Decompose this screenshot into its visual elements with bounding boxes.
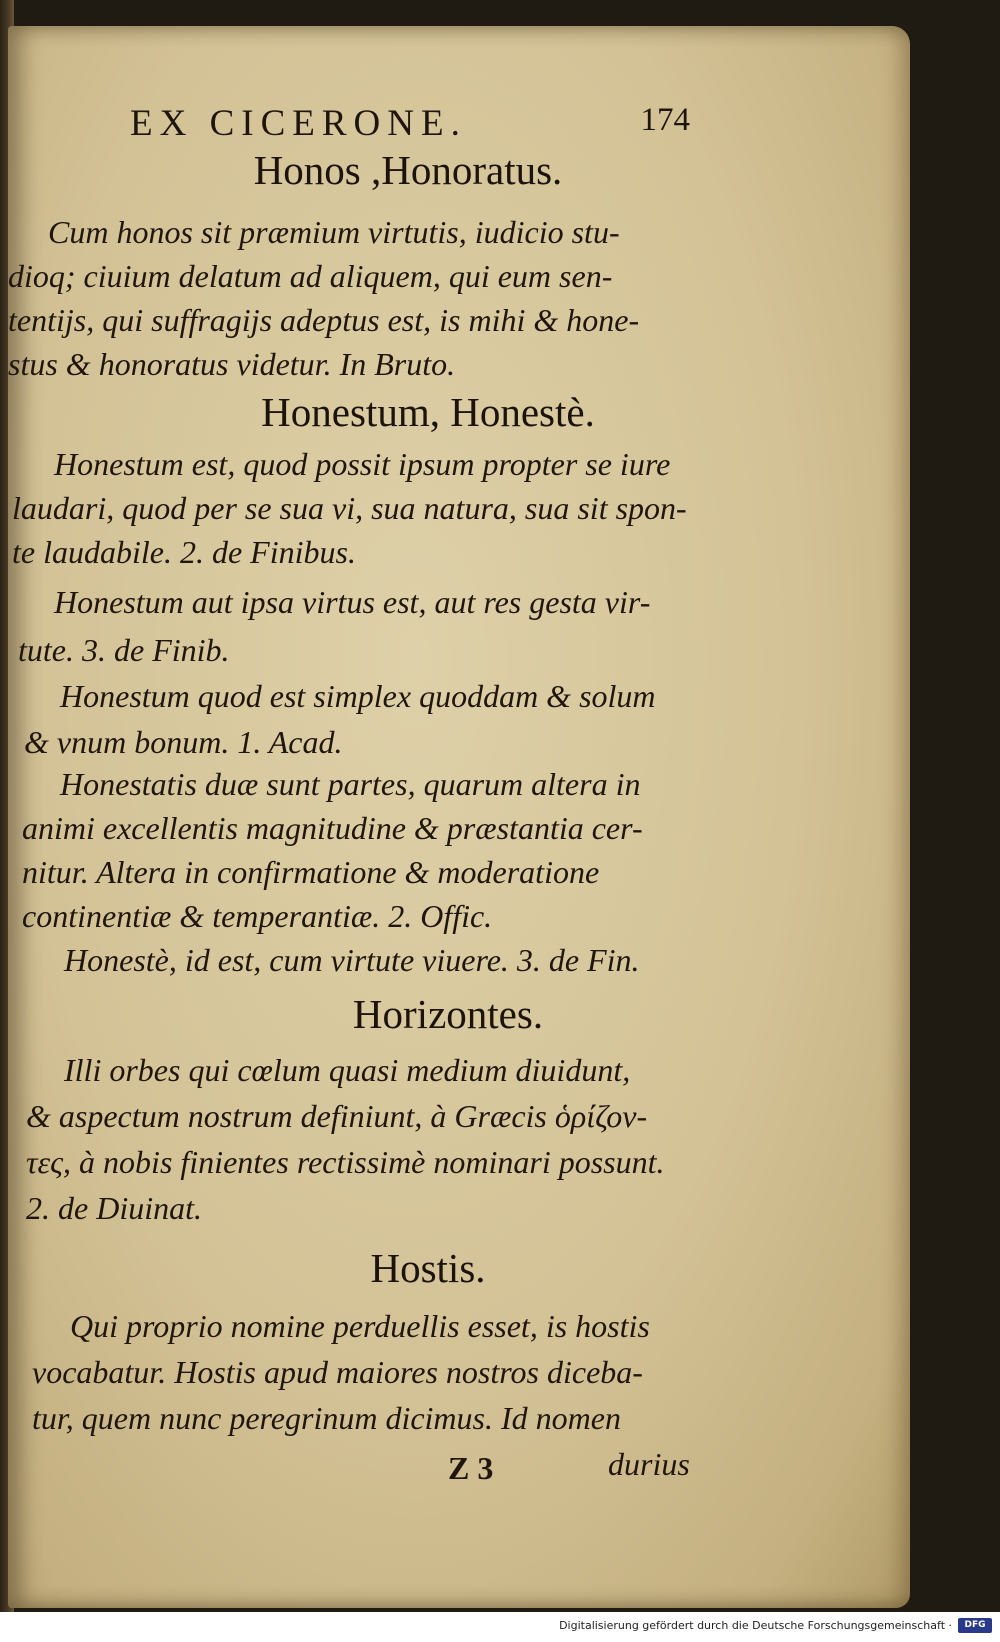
catchword: durius [608, 1446, 690, 1482]
text-line: Honestatis duæ sunt partes, quarum altera in [60, 766, 641, 802]
entry-heading-hostis: Hostis. [370, 1245, 486, 1291]
dfg-logo-icon: DFG [958, 1618, 992, 1633]
text-line: Qui proprio nomine perduellis esset, is hostis [70, 1308, 650, 1344]
signature-mark: Z 3 [448, 1450, 494, 1486]
text-line: nitur. Altera in confirmatione & moderatione [22, 854, 600, 890]
text-line: τες, à nobis finientes rectissimè nominari possunt. [26, 1144, 665, 1180]
text-line: tur, quem nunc peregrinum dicimus. Id nomen [32, 1400, 621, 1436]
text-line: continentiæ & temperantiæ. 2. Offic. [22, 898, 493, 934]
text-line: Cum honos sit præmium virtutis, iudicio stu- [48, 214, 620, 250]
text-line: Honestè, id est, cum virtute viuere. 3. de Fin. [64, 942, 640, 978]
text-line: Illi orbes qui cœlum quasi medium diuidunt, [64, 1052, 631, 1088]
book-page [8, 26, 910, 1608]
text-line: & vnum bonum. 1. Acad. [24, 724, 343, 760]
text-line: stus & honoratus videtur. In Bruto. [8, 346, 456, 382]
footer-credit: Digitalisierung gefördert durch die Deutsche Forschungsgemeinschaft · [559, 1619, 952, 1632]
entry-heading-honos: Honos ,Honoratus. [253, 147, 563, 193]
text-line: dioq; ciuium delatum ad aliquem, qui eum sen- [8, 258, 613, 294]
text-line: Honestum est, quod possit ipsum propter se iure [54, 446, 671, 482]
text-line: & aspectum nostrum definiunt, à Græcis ὁρίζον- [26, 1098, 648, 1134]
page-number: 174 [640, 102, 690, 138]
running-head-title: EX CICERONE. [130, 103, 467, 144]
text-line: vocabatur. Hostis apud maiores nostros diceba- [32, 1354, 643, 1390]
entry-heading-horizontes: Horizontes. [352, 991, 544, 1037]
text-line: 2. de Diuinat. [26, 1190, 202, 1226]
entry-heading-honestum: Honestum, Honestè. [261, 389, 595, 435]
text-line: animi excellentis magnitudine & præstantia cer- [22, 810, 643, 846]
text-line: tute. 3. de Finib. [18, 632, 230, 668]
text-line: te laudabile. 2. de Finibus. [12, 534, 356, 570]
text-line: laudari, quod per se sua vi, sua natura, sua sit spon- [12, 490, 687, 526]
text-line: Honestum quod est simplex quoddam & solum [60, 678, 656, 714]
text-line: Honestum aut ipsa virtus est, aut res gesta vir- [54, 584, 651, 620]
text-line: tentijs, qui suffragijs adeptus est, is mihi & hone- [8, 302, 640, 338]
digitization-footer [0, 1612, 1000, 1642]
